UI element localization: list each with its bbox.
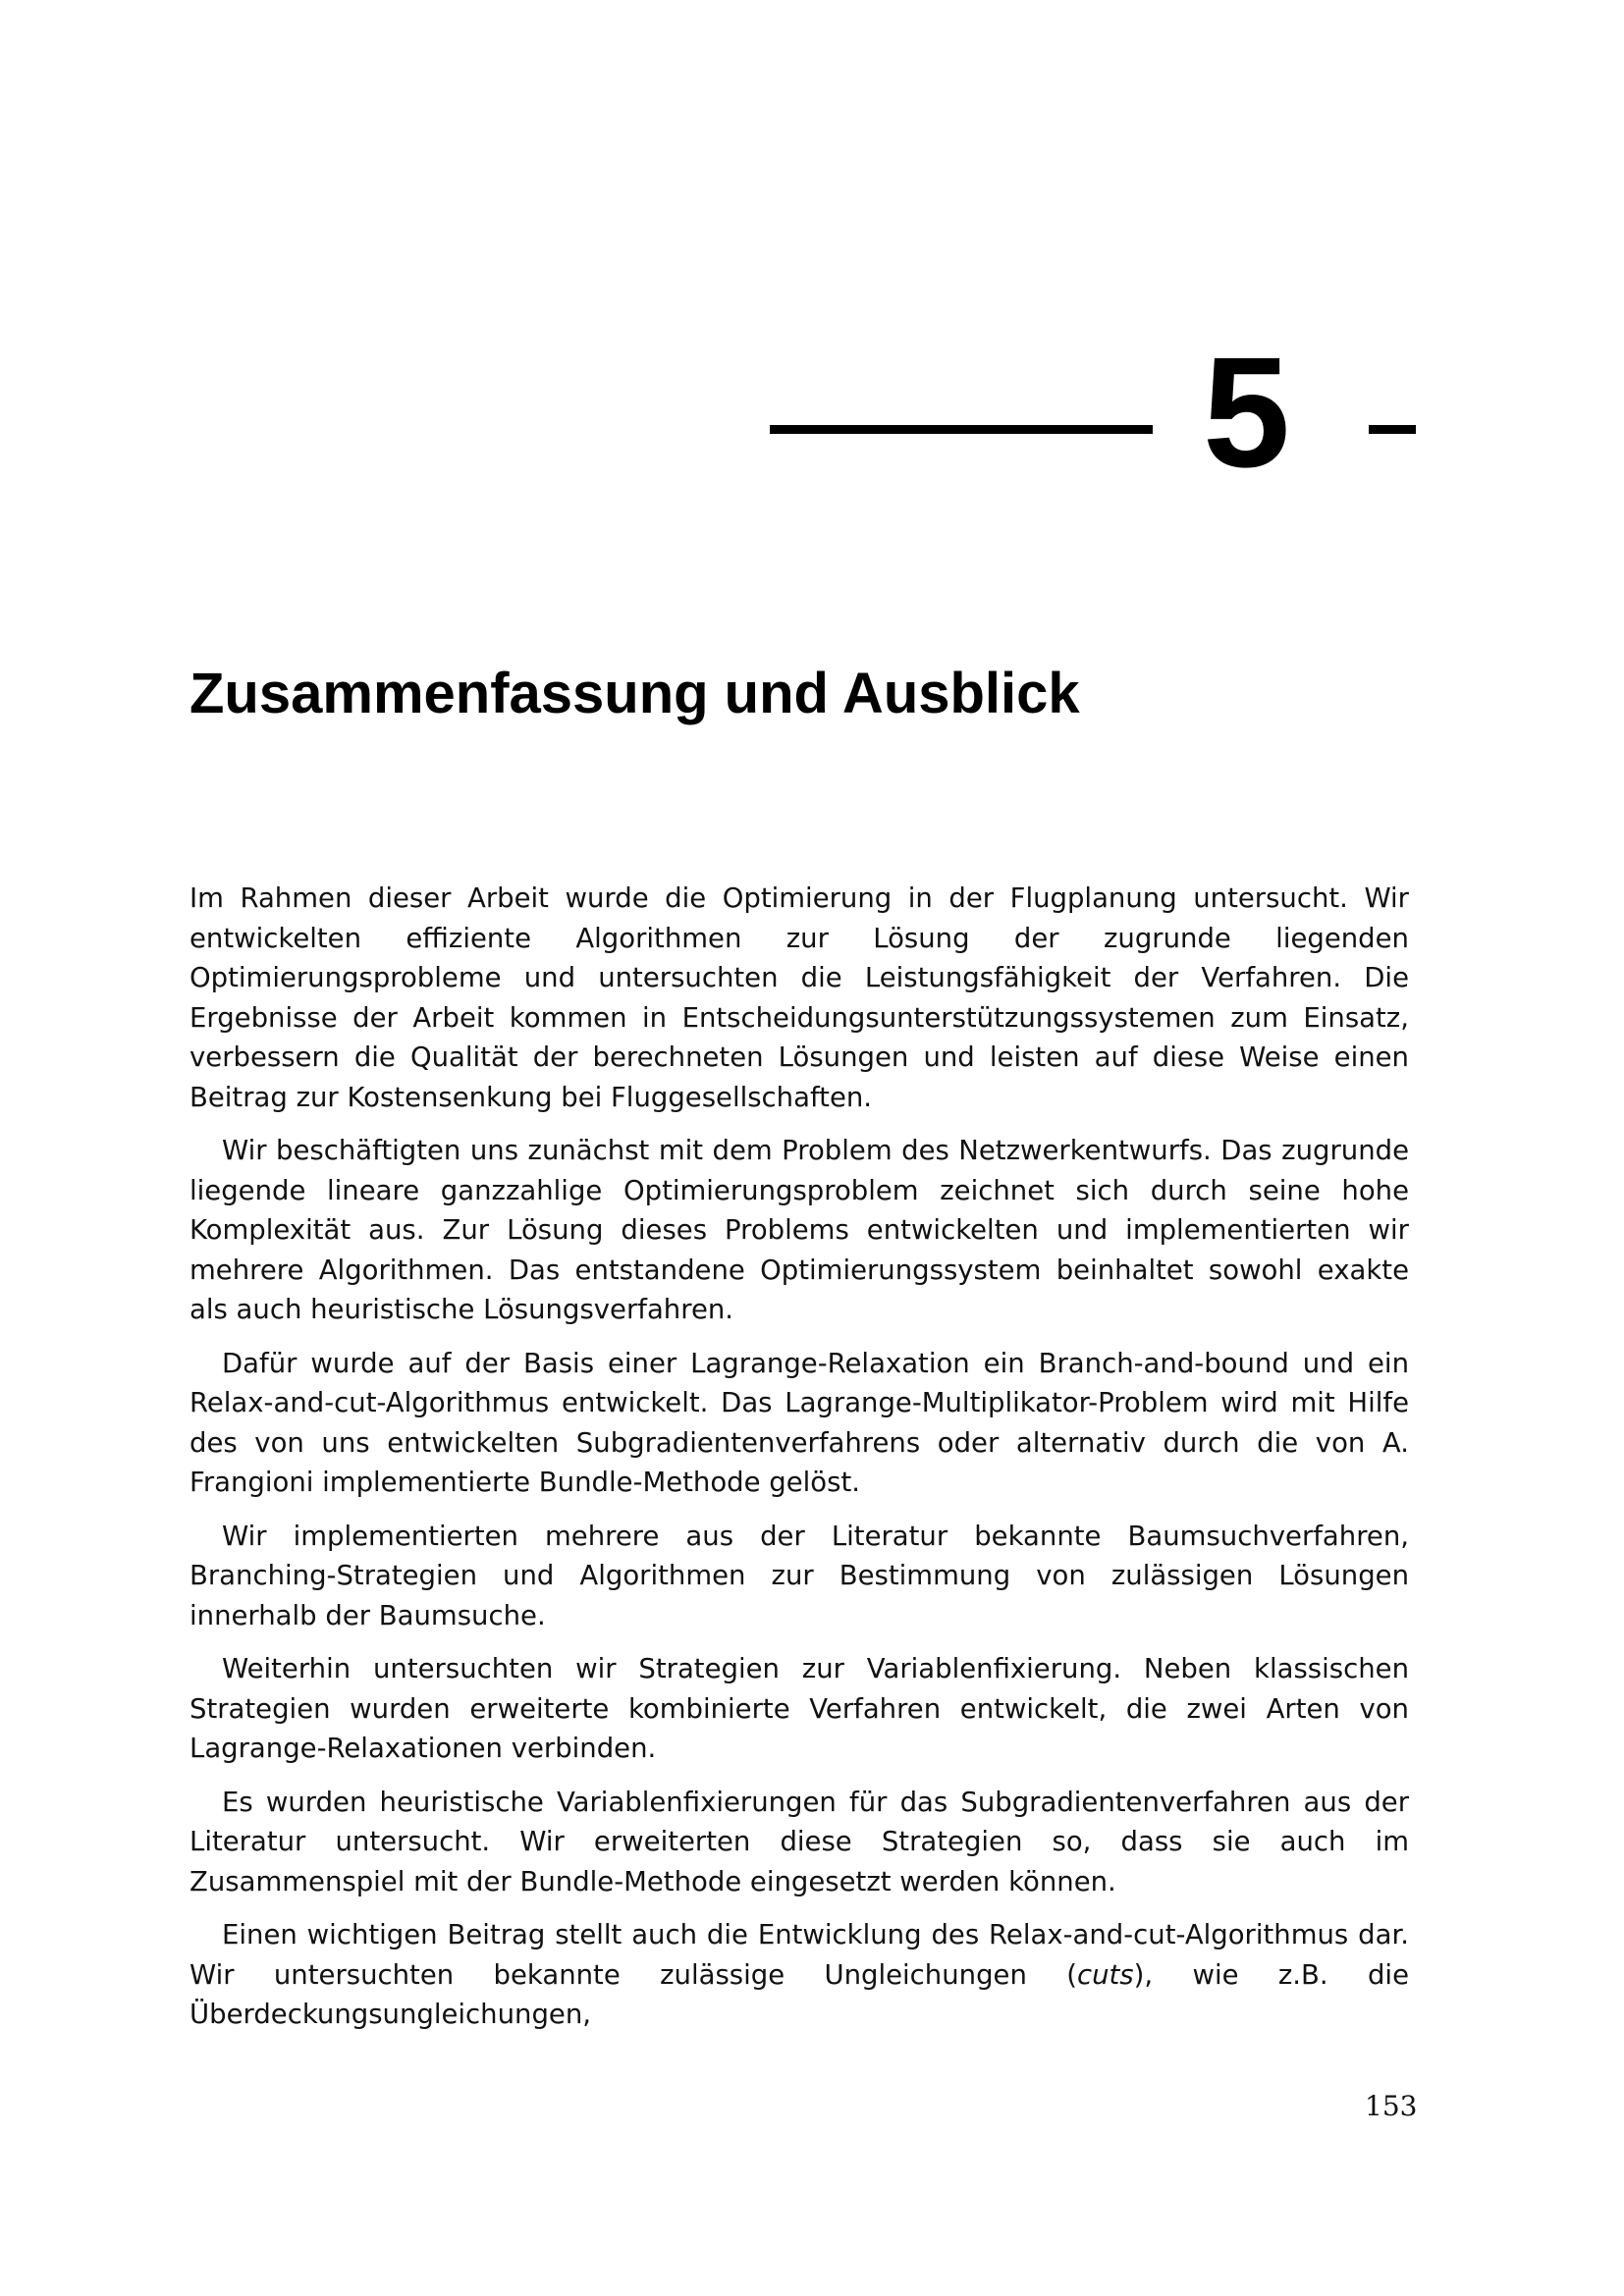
chapter-number-dash	[1369, 425, 1416, 434]
paragraph: Weiterhin untersuchten wir Strategien zur Variablenfixierung. Neben klassischen Strategien wurden erweiterte kombinierte Verfahren entwickelt, die zwei Arten von Lagrange-Relaxationen verbinden.	[189, 1653, 1409, 1764]
paragraph: Wir implementierten mehrere aus der Literatur bekannte Baumsuchverfahren, Branching-Strategien und Algorithmen zur Bestimmung von zulässigen Lösungen innerhalb der Baumsuche.	[189, 1520, 1409, 1631]
chapter-number-rule	[770, 425, 1153, 434]
paragraph-text: Einen wichtigen Beitrag stellt auch die Entwicklung des Relax-and-cut-Algorithmus dar. Wir untersuchten bekannte zulässige Ungleichungen (	[189, 1919, 1409, 1991]
body-text	[189, 879, 1409, 2049]
paragraph: Dafür wurde auf der Basis einer Lagrange-Relaxation ein Branch-and-bound und ein Relax-and-cut-Algorithmus entwickelt. Das Lagrange-Multiplikator-Problem wird mit Hilfe des von uns entwickelten Subgradientenverfahrens oder alternativ durch die von A. Frangioni implementierte Bundle-Methode gelöst.	[189, 1347, 1409, 1498]
paragraph-text: ), wie z.B. die Überdeckungsungleichungen,	[189, 1958, 1409, 2030]
chapter-title: Zusammenfassung und Ausblick	[189, 662, 1080, 725]
paragraph: Im Rahmen dieser Arbeit wurde die Optimierung in der Flugplanung untersucht. Wir entwickelten effiziente Algorithmen zur Lösung der zugrunde liegenden Optimierungsprobleme und untersuchten die Leistungsfähigkeit der Verfahren. Die Ergebnisse der Arbeit kommen in Entscheidungsunterstützungssystemen zum Einsatz, verbessern die Qualität der berechneten Lösungen und leisten auf diese Weise einen Beitrag zur Kostensenkung bei Fluggesellschaften.	[189, 882, 1409, 1113]
emphasis-cuts: cuts	[1076, 1958, 1134, 1991]
page-number: 153	[1365, 2090, 1418, 2122]
chapter-number: 5	[1203, 324, 1290, 500]
paragraph-last	[189, 1915, 1409, 2035]
paragraph: Es wurden heuristische Variablenfixierungen für das Subgradientenverfahren aus der Literatur untersucht. Wir erweiterten diese Strategien so, dass sie auch im Zusammenspiel mit der Bundle-Methode eingesetzt werden können.	[189, 1786, 1409, 1897]
paragraph: Wir beschäftigten uns zunächst mit dem Problem des Netzwerkentwurfs. Das zugrunde liegende lineare ganzzahlige Optimierungsproblem zeichnet sich durch seine hohe Komplexität aus. Zur Lösung dieses Problems entwickelten und implementierten wir mehrere Algorithmen. Das entstandene Optimierungssystem beinhaltet sowohl exakte als auch heuristische Lösungsverfahren.	[189, 1135, 1409, 1325]
